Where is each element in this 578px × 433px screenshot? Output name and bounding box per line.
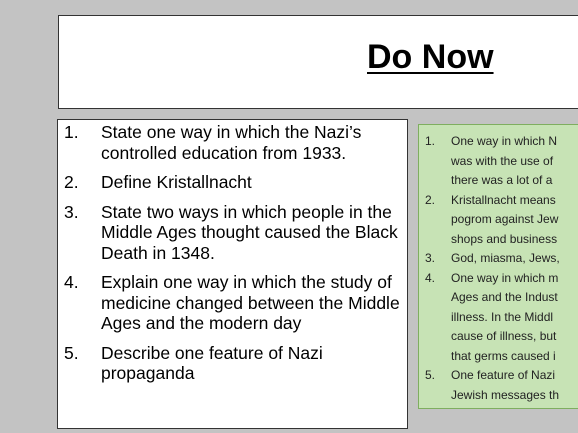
answer-number: 2. (425, 192, 436, 207)
answer-line: cause of illness, but (451, 329, 557, 343)
answer-line: shops and business (451, 231, 558, 246)
answer-item (425, 191, 578, 250)
answer-line: One way in which m (451, 270, 559, 285)
question-number: 1. (64, 122, 79, 142)
question-text: Define Kristallnacht (101, 172, 252, 192)
answer-line: Jewish messages th (451, 387, 560, 402)
question-item (64, 172, 406, 193)
answers-list (425, 132, 578, 405)
question-number: 3. (64, 201, 79, 222)
answers-box (418, 124, 578, 409)
question-number: 2. (64, 172, 79, 192)
answer-number: 5. (425, 368, 436, 382)
answer-line: One feature of Nazi (451, 368, 556, 382)
question-text: Describe one feature of Nazi propaganda (101, 342, 323, 383)
question-text: State one way in which the Nazi’s controlled education from 1933. (101, 122, 362, 163)
answer-line: Kristallnacht means (451, 192, 556, 207)
answer-line: that germs caused i (451, 348, 556, 363)
answer-line: God, miasma, Jews, (451, 251, 560, 265)
answer-number: 1. (425, 134, 436, 148)
answer-line: illness. In the Middl (451, 309, 554, 324)
question-number: 5. (64, 342, 79, 363)
answer-item (425, 269, 578, 367)
question-text: Explain one way in which the study of medicine changed between the Middle Ages and the modern day (101, 272, 400, 333)
answer-item (425, 366, 578, 405)
answer-line: there was a lot of a (451, 173, 553, 187)
slide-title: Do Now (367, 38, 494, 76)
question-number: 4. (64, 272, 79, 292)
question-item (64, 272, 406, 334)
answer-line: pogrom against Jew (451, 212, 559, 226)
questions-box (57, 119, 408, 429)
answer-line: Ages and the Indust (451, 290, 558, 304)
answer-number: 3. (425, 251, 436, 265)
answer-item (425, 132, 578, 191)
question-item (64, 343, 406, 384)
question-item (64, 122, 406, 163)
answer-item (425, 249, 578, 269)
questions-list (64, 122, 406, 393)
answer-line: was with the use of (451, 153, 554, 168)
title-box (58, 15, 578, 109)
answer-line: One way in which N (451, 134, 558, 148)
question-item (64, 202, 406, 264)
answer-number: 4. (425, 270, 436, 285)
question-text: State two ways in which people in the Middle Ages thought caused the Black Death in 1348. (101, 201, 398, 263)
